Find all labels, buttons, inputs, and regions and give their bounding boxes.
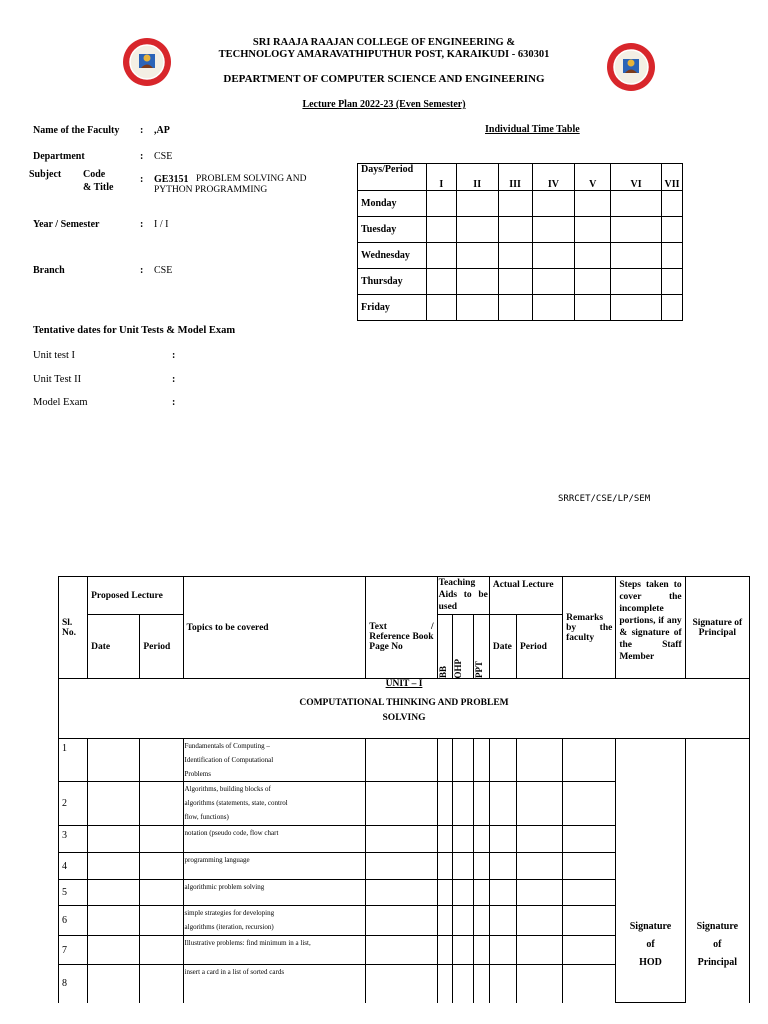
topic-cell: Algorithms, building blocks of algorithms (statements, state, control flow, functions): [183, 782, 366, 826]
test-label: Model Exam: [33, 397, 88, 408]
period-header: V: [575, 164, 611, 191]
title-label: & Title: [83, 182, 114, 193]
hod-signature: Signature of HOD: [616, 739, 685, 1003]
colon: :: [140, 151, 144, 162]
day-label: Wednesday: [358, 243, 427, 269]
topic-cell: Fundamentals of Computing – Identification of Computational Problems: [183, 739, 366, 782]
row-number: 2: [59, 782, 88, 826]
department-label: Department: [33, 151, 85, 162]
principal-signature-header: Signature of Principal: [685, 577, 749, 679]
faculty-value: ,AP: [154, 125, 170, 136]
test-label: Unit Test II: [33, 374, 82, 385]
subject-label: Subject: [29, 169, 62, 180]
colon: :: [140, 174, 144, 185]
day-label: Tuesday: [358, 217, 427, 243]
proposed-date-header: Date: [88, 615, 140, 679]
topic-cell: algorithmic problem solving: [183, 880, 366, 906]
aid-bb: BB: [437, 665, 448, 678]
timetable: [357, 163, 683, 321]
period-header: I: [426, 164, 456, 191]
faculty-label: Name of the Faculty: [33, 125, 120, 136]
colon: :: [140, 125, 144, 136]
year-label: Year / Semester: [33, 219, 100, 230]
period-header: IV: [532, 164, 575, 191]
steps-header: Steps taken to cover the incomplete portions, if any & signature of the Staff Member: [616, 577, 685, 679]
period-header: VI: [611, 164, 662, 191]
row-number: 6: [59, 906, 88, 936]
unit-heading: [59, 679, 750, 739]
row-number: 5: [59, 880, 88, 906]
proposed-lecture-header: Proposed Lecture: [88, 577, 183, 615]
day-label: Thursday: [358, 269, 427, 295]
sl-no-header: Sl. No.: [59, 577, 88, 679]
timetable-title: Individual Time Table: [485, 124, 580, 135]
actual-lecture-header: Actual Lecture: [489, 577, 562, 615]
colon: :: [172, 397, 176, 408]
subject-title-2: PYTHON PROGRAMMING: [154, 185, 268, 195]
branch-value: CSE: [154, 265, 173, 276]
period-header: III: [498, 164, 532, 191]
row-number: 3: [59, 826, 88, 853]
topic-cell: notation (pseudo code, flow chart: [183, 826, 366, 853]
colon: :: [172, 374, 176, 385]
aid-ppt: PPT: [473, 661, 484, 678]
period-header: VII: [661, 164, 682, 191]
topic-cell: insert a card in a list of sorted cards: [183, 965, 366, 1003]
year-value: I / I: [154, 219, 169, 230]
colon: :: [140, 219, 144, 230]
text-reference-header: Text / Reference Book Page No: [366, 577, 437, 679]
period-header: II: [456, 164, 498, 191]
branch-label: Branch: [33, 265, 65, 276]
department-heading: DEPARTMENT OF COMPUTER SCIENCE AND ENGINEERING: [223, 73, 545, 85]
subject-title-1: PROBLEM SOLVING AND: [196, 174, 307, 184]
unit-name: COMPUTATIONAL THINKING AND PROBLEM: [299, 698, 509, 708]
day-label: Monday: [358, 191, 427, 217]
test-label: Unit test I: [33, 350, 75, 361]
document-code: SRRCET/CSE/LP/SEM: [558, 494, 651, 504]
topic-cell: programming language: [183, 853, 366, 880]
topics-header: Topics to be covered: [183, 577, 366, 679]
proposed-period-header: Period: [140, 615, 183, 679]
department-value: CSE: [154, 151, 173, 162]
aid-ohp: OHP: [452, 658, 463, 678]
teaching-aids-header: Teaching Aids to be used: [437, 577, 489, 615]
topic-cell: Illustrative problems: find minimum in a list,: [183, 936, 366, 965]
row-number: 8: [59, 965, 88, 1003]
tests-heading: Tentative dates for Unit Tests & Model Exam: [33, 325, 236, 336]
colon: :: [140, 265, 144, 276]
unit-name: SOLVING: [382, 713, 426, 723]
lecture-plan-table: [58, 576, 750, 1003]
row-number: 7: [59, 936, 88, 965]
remarks-header: Remarks by the faculty: [563, 577, 616, 679]
code-label: Code: [83, 169, 106, 180]
table-row: [59, 739, 750, 782]
timetable-corner: Days/Period: [358, 164, 427, 191]
actual-date-header: Date: [489, 615, 516, 679]
actual-period-header: Period: [516, 615, 562, 679]
row-number: 1: [59, 739, 88, 782]
day-label: Friday: [358, 295, 427, 321]
college-name: SRI RAAJA RAAJAN COLLEGE OF ENGINEERING & TECHNOLOGY AMARAVATHIPUTHUR POST, KARAIKUDI - 630301: [218, 37, 550, 60]
principal-signature: Signature of Principal: [685, 739, 749, 1003]
topic-cell: simple strategies for developing algorithms (iteration, recursion): [183, 906, 366, 936]
colon: :: [172, 350, 176, 361]
subject-code: GE3151: [154, 174, 189, 185]
row-number: 4: [59, 853, 88, 880]
unit-title: UNIT – I: [385, 679, 423, 689]
plan-title: Lecture Plan 2022-23 (Even Semester): [302, 99, 466, 110]
